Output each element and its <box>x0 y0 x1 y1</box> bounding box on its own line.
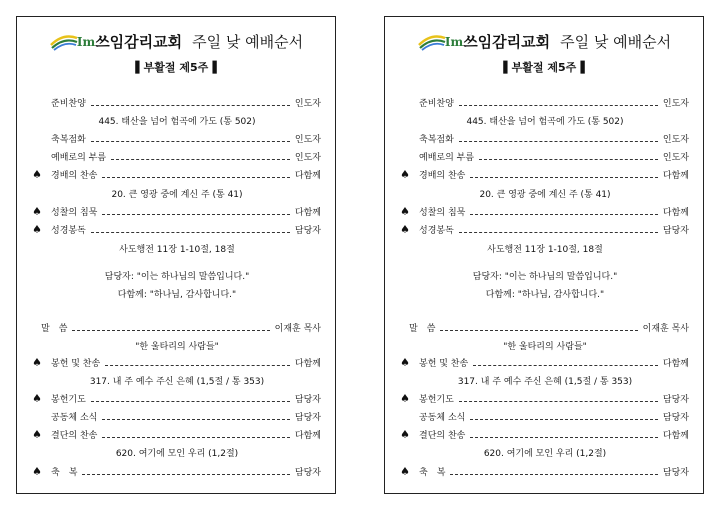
item-role: 이재훈 목사 <box>642 324 689 334</box>
order-item-offering <box>51 358 321 370</box>
bulletin-header <box>17 31 335 52</box>
item-role: 인도자 <box>294 153 321 163</box>
item-label: 성찰의 침묵 <box>51 208 98 218</box>
response-congregation: 다함께: "하나님, 감사합니다." <box>485 290 605 300</box>
item-label: 말 씀 <box>41 324 68 334</box>
item-label: 축복점화 <box>419 135 454 145</box>
order-item-offering-prayer <box>51 394 321 406</box>
leader-dots <box>450 474 658 475</box>
item-role: 다함께 <box>662 431 689 441</box>
item-role: 이재훈 목사 <box>274 324 321 334</box>
item-role: 담당자 <box>662 395 689 405</box>
sermon-title: "한 울타리의 사람들" <box>503 342 587 352</box>
spade-icon: ♠ <box>400 428 410 441</box>
item-label: 공동체 소식 <box>51 413 98 423</box>
week-subtitle: ▌부활절 제5주▐ <box>135 61 217 74</box>
leader-dots <box>102 177 290 178</box>
bulletin-right <box>384 16 704 494</box>
church-name: 쓰임감리교회 <box>463 33 551 51</box>
leader-dots <box>479 159 658 160</box>
order-item-silence <box>419 207 689 219</box>
service-title: 주일 낮 예배순서 <box>192 33 304 51</box>
order-item-reading <box>51 225 321 237</box>
offering-hymn: 317. 내 주 예수 주신 은혜 (1,5절 / 통 353) <box>457 377 633 387</box>
spade-icon: ♠ <box>32 205 42 218</box>
spade-icon: ♠ <box>32 168 42 181</box>
item-label: 말 씀 <box>409 324 436 334</box>
leader-dots <box>91 105 290 106</box>
item-label: 봉헌기도 <box>51 395 86 405</box>
response-congregation: 다함께: "하나님, 감사합니다." <box>117 290 237 300</box>
praise-hymn: 20. 큰 영광 중에 계신 주 (통 41) <box>479 190 611 200</box>
order-item-prelude <box>51 98 321 110</box>
item-role: 다함께 <box>294 431 321 441</box>
leader-dots <box>470 419 658 420</box>
spade-icon: ♠ <box>400 356 410 369</box>
item-label: 성경봉독 <box>419 226 454 236</box>
leader-dots <box>459 401 658 402</box>
item-label: 경배의 찬송 <box>419 171 466 181</box>
leader-dots <box>82 474 290 475</box>
praise-hymn: 20. 큰 영광 중에 계신 주 (통 41) <box>111 190 243 200</box>
item-role: 인도자 <box>662 99 689 109</box>
leader-dots <box>91 401 290 402</box>
item-role: 담당자 <box>294 468 321 478</box>
item-label: 결단의 찬송 <box>51 431 98 441</box>
item-label: 축 복 <box>419 468 446 478</box>
order-item-invocation <box>51 134 321 146</box>
spade-icon: ♠ <box>32 428 42 441</box>
item-label: 결단의 찬송 <box>419 431 466 441</box>
logo-text: Im <box>76 34 96 49</box>
spade-icon: ♠ <box>32 356 42 369</box>
spade-icon: ♠ <box>400 392 410 405</box>
item-label: 봉헌기도 <box>419 395 454 405</box>
resolution-hymn: 620. 여기에 모인 우리 (1,2절) <box>483 449 607 459</box>
item-role: 인도자 <box>294 99 321 109</box>
item-role: 담당자 <box>662 226 689 236</box>
order-item-reading <box>419 225 689 237</box>
item-label: 준비찬양 <box>51 99 86 109</box>
response-leader: 담당자: "이는 하나님의 말씀입니다." <box>104 272 250 282</box>
item-label: 축 복 <box>51 468 78 478</box>
order-item-silence <box>51 207 321 219</box>
leader-dots <box>91 141 290 142</box>
spade-icon: ♠ <box>32 223 42 236</box>
bulletin-header <box>385 31 703 52</box>
spade-icon: ♠ <box>32 392 42 405</box>
order-item-invocation <box>419 134 689 146</box>
item-role: 다함께 <box>662 171 689 181</box>
item-role: 다함께 <box>294 208 321 218</box>
order-item-benediction <box>51 467 321 479</box>
item-role: 담당자 <box>662 468 689 478</box>
item-label: 공동체 소식 <box>419 413 466 423</box>
leader-dots <box>470 177 658 178</box>
leader-dots <box>473 365 658 366</box>
item-role: 다함께 <box>662 208 689 218</box>
spade-icon: ♠ <box>400 168 410 181</box>
offering-hymn: 317. 내 주 예수 주신 은혜 (1,5절 / 통 353) <box>89 377 265 387</box>
leader-dots <box>459 105 658 106</box>
leader-dots <box>102 214 290 215</box>
leader-dots <box>440 330 637 331</box>
leader-dots <box>459 232 658 233</box>
leader-dots <box>470 214 658 215</box>
order-item-praise <box>51 170 321 182</box>
item-label: 준비찬양 <box>419 99 454 109</box>
item-role: 인도자 <box>662 153 689 163</box>
leader-dots <box>102 437 290 438</box>
service-title: 주일 낮 예배순서 <box>560 33 672 51</box>
item-role: 다함께 <box>294 359 321 369</box>
scripture-reference: 사도행전 11장 1-10절, 18절 <box>119 245 235 255</box>
church-logo-icon <box>49 33 79 51</box>
item-role: 담당자 <box>294 226 321 236</box>
item-label: 축복점화 <box>51 135 86 145</box>
item-role: 인도자 <box>294 135 321 145</box>
order-item-news <box>51 412 321 424</box>
item-role: 담당자 <box>662 413 689 423</box>
church-logo-icon <box>417 33 447 51</box>
order-item-praise <box>419 170 689 182</box>
item-label: 예배로의 부름 <box>51 153 107 163</box>
leader-dots <box>459 141 658 142</box>
sermon-title: "한 울타리의 사람들" <box>135 342 219 352</box>
bulletin-left <box>16 16 336 494</box>
prelude-hymn: 445. 태산을 넘어 험곡에 가도 (통 502) <box>98 117 256 127</box>
scripture-reference: 사도행전 11장 1-10절, 18절 <box>487 245 603 255</box>
resolution-hymn: 620. 여기에 모인 우리 (1,2절) <box>115 449 239 459</box>
item-label: 예배로의 부름 <box>419 153 475 163</box>
leader-dots <box>72 330 269 331</box>
leader-dots <box>105 365 290 366</box>
item-label: 봉헌 및 찬송 <box>51 359 101 369</box>
order-item-benediction <box>419 467 689 479</box>
spade-icon: ♠ <box>32 465 42 478</box>
prelude-hymn: 445. 태산을 넘어 험곡에 가도 (통 502) <box>466 117 624 127</box>
spade-icon: ♠ <box>400 223 410 236</box>
order-item-prelude <box>419 98 689 110</box>
order-item-call <box>419 152 689 164</box>
leader-dots <box>470 437 658 438</box>
logo-text: Im <box>444 34 464 49</box>
response-leader: 담당자: "이는 하나님의 말씀입니다." <box>472 272 618 282</box>
leader-dots <box>111 159 290 160</box>
item-role: 다함께 <box>662 359 689 369</box>
order-item-news <box>419 412 689 424</box>
item-label: 성찰의 침묵 <box>419 208 466 218</box>
order-item-resolution <box>419 430 689 442</box>
item-label: 경배의 찬송 <box>51 171 98 181</box>
item-label: 성경봉독 <box>51 226 86 236</box>
order-item-resolution <box>51 430 321 442</box>
leader-dots <box>91 232 290 233</box>
church-name: 쓰임감리교회 <box>95 33 183 51</box>
item-role: 다함께 <box>294 171 321 181</box>
order-item-offering <box>419 358 689 370</box>
order-item-sermon <box>409 323 689 335</box>
spade-icon: ♠ <box>400 465 410 478</box>
item-role: 담당자 <box>294 395 321 405</box>
item-role: 담당자 <box>294 413 321 423</box>
order-item-offering-prayer <box>419 394 689 406</box>
item-role: 인도자 <box>662 135 689 145</box>
week-subtitle: ▌부활절 제5주▐ <box>503 61 585 74</box>
order-item-call <box>51 152 321 164</box>
order-item-sermon <box>41 323 321 335</box>
spade-icon: ♠ <box>400 205 410 218</box>
leader-dots <box>102 419 290 420</box>
item-label: 봉헌 및 찬송 <box>419 359 469 369</box>
